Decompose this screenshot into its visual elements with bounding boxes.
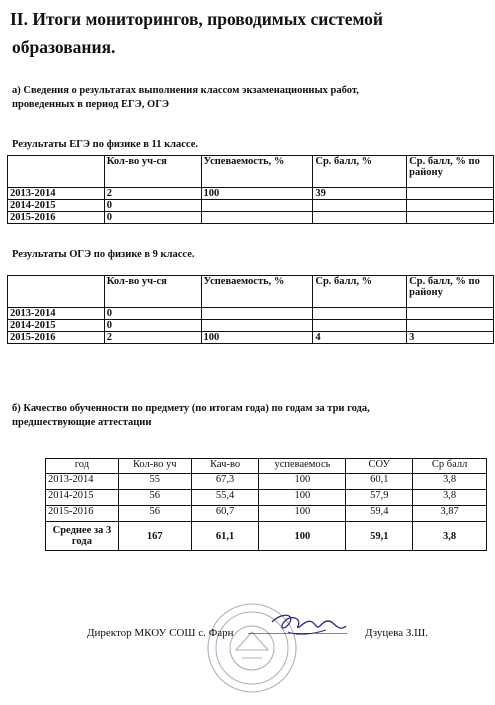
table-cell: 61,1 — [191, 522, 259, 551]
table-row — [46, 506, 487, 522]
table-cell — [407, 212, 494, 224]
table-cell: 56 — [118, 506, 191, 522]
header-cell: Ср. балл, % по району — [407, 156, 494, 188]
table-cell — [201, 308, 313, 320]
table-cell: 100 — [201, 188, 313, 200]
director-label: Директор МКОУ СОШ с. Фарн — [87, 627, 234, 639]
table-cell — [201, 320, 313, 332]
table-cell: 2015-2016 — [8, 212, 105, 224]
header-cell: Ср. балл, % по району — [407, 276, 494, 308]
oge-results-table — [7, 275, 494, 344]
header-cell: Успеваемость, % — [201, 156, 313, 188]
table-cell: 0 — [104, 308, 201, 320]
header-cell: Кол-во уч-ся — [104, 276, 201, 308]
table-row — [8, 212, 494, 224]
header-cell — [8, 156, 105, 188]
quality-table — [45, 458, 487, 551]
table-row — [8, 320, 494, 332]
signature — [268, 608, 348, 640]
table-cell: 56 — [118, 490, 191, 506]
summary-row — [46, 522, 487, 551]
table-cell: 60,1 — [346, 474, 413, 490]
table-cell: 2013-2014 — [46, 474, 119, 490]
table-header-row — [8, 276, 494, 308]
table-cell: 55,4 — [191, 490, 259, 506]
table-cell — [313, 308, 407, 320]
table-cell: 59,4 — [346, 506, 413, 522]
table-cell: Среднее за 3 года — [46, 522, 119, 551]
ege-table-title: Результаты ЕГЭ по физике в 11 классе. — [12, 139, 198, 150]
table-row — [8, 308, 494, 320]
header-cell: Ср. балл, % — [313, 156, 407, 188]
table-cell: 57,9 — [346, 490, 413, 506]
table-cell — [313, 200, 407, 212]
table-cell: 100 — [259, 474, 346, 490]
table-cell: 0 — [104, 212, 201, 224]
header-cell: Кач-во — [191, 459, 259, 474]
table-cell — [313, 320, 407, 332]
section-b-title-continued: предшествующие аттестации — [12, 417, 152, 428]
header-cell: Кол-во уч-ся — [104, 156, 201, 188]
table-row — [8, 332, 494, 344]
table-cell: 4 — [313, 332, 407, 344]
ege-results-table — [7, 155, 494, 224]
table-cell — [407, 308, 494, 320]
table-cell — [407, 200, 494, 212]
header-cell: Успеваемость, % — [201, 276, 313, 308]
section-heading-continued: образования. — [12, 37, 116, 57]
table-cell: 100 — [259, 506, 346, 522]
director-name: Дзуцева З.Ш. — [365, 627, 428, 639]
table-row — [46, 474, 487, 490]
table-cell: 39 — [313, 188, 407, 200]
table-cell: 3,8 — [413, 522, 487, 551]
table-cell: 2015-2016 — [46, 506, 119, 522]
table-cell — [313, 212, 407, 224]
header-cell — [8, 276, 105, 308]
table-cell: 2013-2014 — [8, 188, 105, 200]
section-b-title: б) Качество обученности по предмету (по итогам года) по годам за три года, — [12, 403, 370, 414]
table-cell: 67,3 — [191, 474, 259, 490]
header-cell: Кол-во уч — [118, 459, 191, 474]
table-cell: 0 — [104, 200, 201, 212]
table-header-row — [46, 459, 487, 474]
header-cell: успеваемось — [259, 459, 346, 474]
table-cell: 2 — [104, 332, 201, 344]
signature-line: __________________ — [248, 623, 347, 635]
table-cell: 167 — [118, 522, 191, 551]
table-cell: 3,8 — [413, 490, 487, 506]
table-cell: 59,1 — [346, 522, 413, 551]
table-cell: 100 — [259, 490, 346, 506]
table-cell: 2 — [104, 188, 201, 200]
table-cell: 0 — [104, 320, 201, 332]
table-cell: 2014-2015 — [46, 490, 119, 506]
header-cell: СОУ — [346, 459, 413, 474]
header-cell: Ср балл — [413, 459, 487, 474]
table-row — [8, 188, 494, 200]
table-cell — [407, 320, 494, 332]
table-cell — [201, 212, 313, 224]
table-cell — [407, 188, 494, 200]
table-cell: 100 — [259, 522, 346, 551]
table-header-row — [8, 156, 494, 188]
table-cell: 3,87 — [413, 506, 487, 522]
table-cell: 2014-2015 — [8, 200, 105, 212]
table-cell: 60,7 — [191, 506, 259, 522]
table-cell: 3 — [407, 332, 494, 344]
table-cell: 55 — [118, 474, 191, 490]
table-row — [8, 200, 494, 212]
header-cell: Ср. балл, % — [313, 276, 407, 308]
table-cell: 2013-2014 — [8, 308, 105, 320]
section-a-title: а) Сведения о результатах выполнения классом экзаменационных работ, — [12, 85, 359, 96]
oge-table-title: Результаты ОГЭ по физике в 9 классе. — [12, 249, 195, 260]
table-row — [46, 490, 487, 506]
table-cell: 3,8 — [413, 474, 487, 490]
section-a-title-continued: проведенных в период ЕГЭ, ОГЭ — [12, 99, 170, 110]
table-cell — [201, 200, 313, 212]
header-cell: год — [46, 459, 119, 474]
table-cell: 2014-2015 — [8, 320, 105, 332]
table-cell: 100 — [201, 332, 313, 344]
section-heading: II. Итоги мониторингов, проводимых системой — [10, 9, 384, 29]
table-cell: 2015-2016 — [8, 332, 105, 344]
